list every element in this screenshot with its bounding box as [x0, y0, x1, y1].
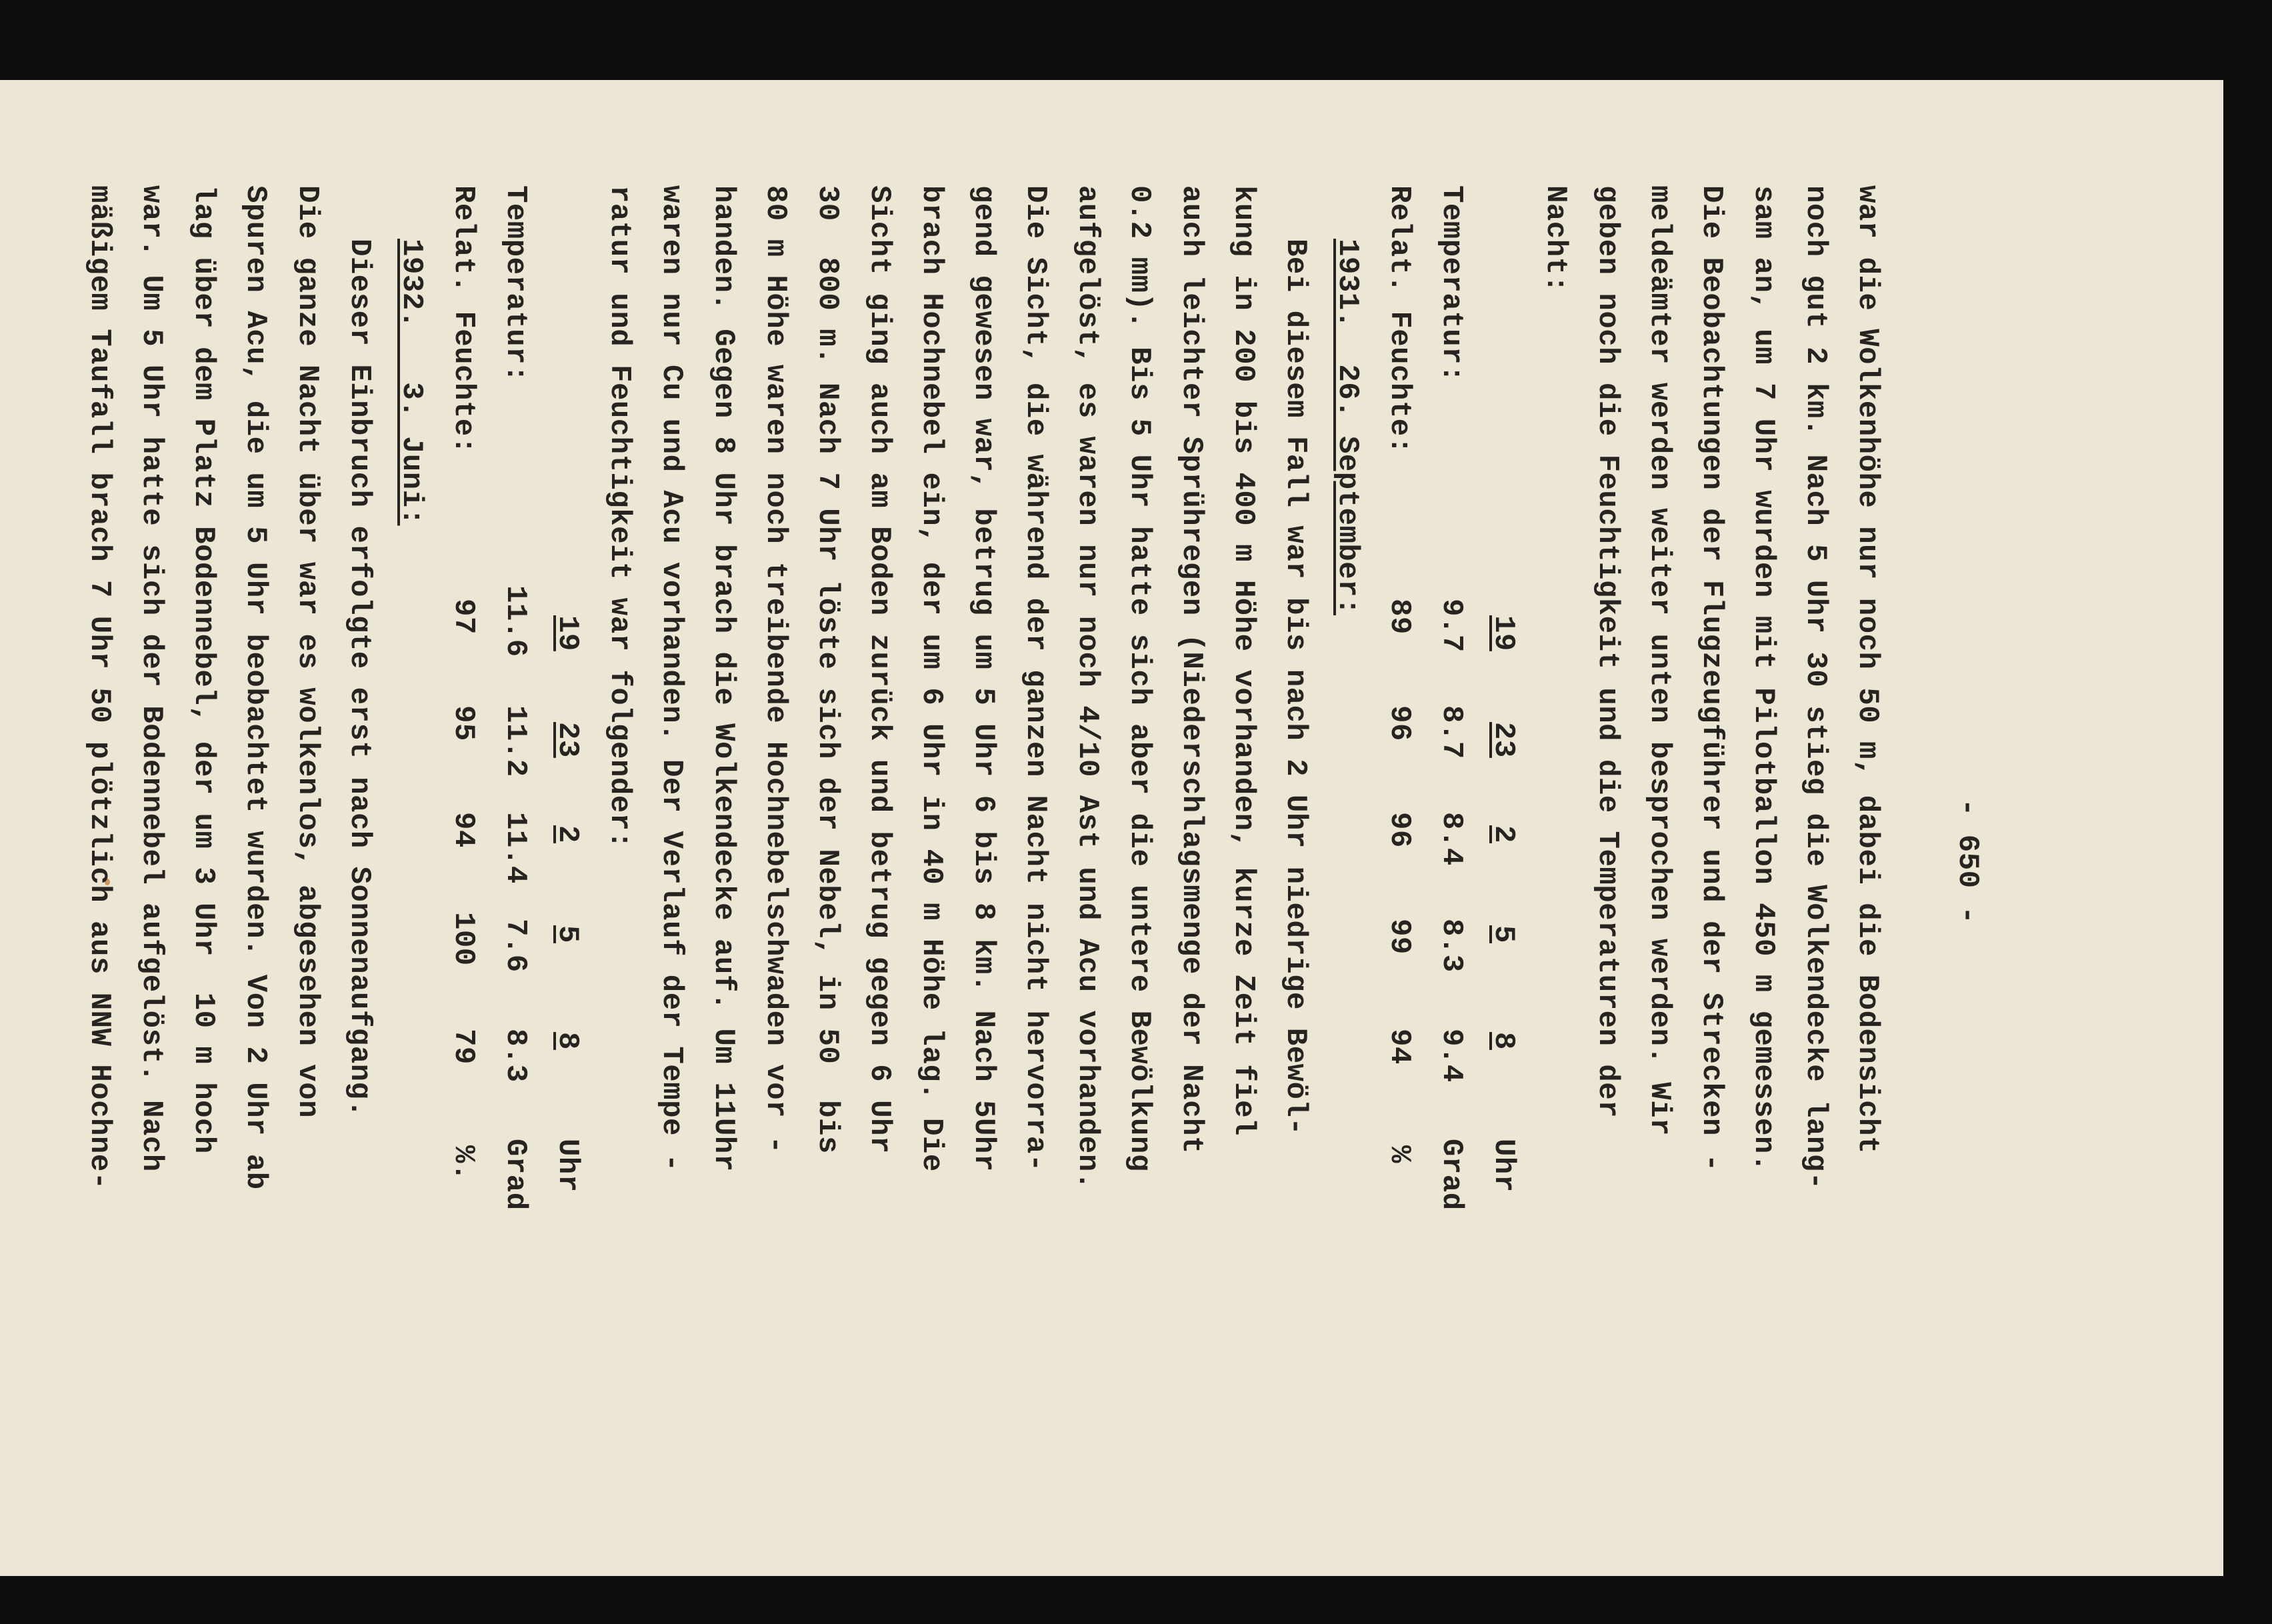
section-heading-1931: 1931. 26. September: — [1331, 239, 1364, 615]
para2-line-1: Bei diesem Fall war bis nach 2 Uhr niedrige Bewöl- — [1279, 239, 1312, 1136]
table1-hour-5: 5 — [1487, 925, 1520, 943]
para2-line-13: waren nur Cu und Acu vorhanden. Der Verlauf der Tempe - — [655, 185, 688, 1172]
para3-line-6: mäßigem Taufall brach 7 Uhr 50 plötzlich aus NNW Hochne- — [83, 185, 116, 1190]
table2-hour-8: 8 — [551, 1032, 584, 1050]
para1-line-4: Die Beobachtungen der Flugzeugführer und der Strecken - — [1695, 185, 1728, 1172]
table1-hour-23: 23 — [1487, 722, 1520, 758]
table1-humidity-5: 99 — [1383, 919, 1416, 955]
table2-humidity-19: 97 — [447, 599, 480, 635]
table1-humidity-19: 89 — [1383, 599, 1416, 635]
para3-line-3: Spuren Acu, die um 5 Uhr beobachtet wurden. Von 2 Uhr ab — [239, 185, 272, 1190]
para2-line-10: 30 800 m. Nach 7 Uhr löste sich der Nebel, in 50 bis — [811, 185, 844, 1154]
table1-hour-8: 8 — [1487, 1032, 1520, 1050]
para3-line-1: Dieser Einbruch erfolgte erst nach Sonnenaufgang. — [343, 239, 376, 1118]
table1-unit-humidity: % — [1383, 1145, 1416, 1163]
table2-hour-2: 2 — [551, 825, 584, 843]
para2-line-9: Sicht ging auch am Boden zurück und betrug gegen 6 Uhr — [863, 185, 896, 1154]
table2-temp-2: 11.4 — [499, 812, 532, 884]
table1-humidity-label: Relat. Feuchte: — [1383, 185, 1416, 455]
para3-line-2: Die ganze Nacht über war es wolkenlos, abgesehen von — [291, 185, 324, 1119]
table2-hour-19: 19 — [551, 615, 584, 651]
table2-hour-23: 23 — [551, 722, 584, 758]
table1-temp-label: Temperatur: — [1435, 185, 1468, 383]
para1-line-5: meldeämter werden weiter unten besprochen werden. Wir — [1643, 185, 1676, 1136]
table2-temp-label: Temperatur: — [499, 185, 532, 383]
table1-temp-2: 8.4 — [1435, 812, 1468, 866]
table2-humidity-label: Relat. Feuchte: — [447, 185, 480, 455]
para2-line-7: gend gewesen war, betrug um 5 Uhr 6 bis 8 km. Nach 5Uhr — [967, 185, 1000, 1172]
table2-temp-8: 8.3 — [499, 1029, 532, 1083]
para2-line-6: Die Sicht, die während der ganzen Nacht nicht hervorra- — [1019, 185, 1052, 1172]
table2-humidity-23: 95 — [447, 705, 480, 741]
para2-line-2: kung in 200 bis 400 m Höhe vorhanden, kurze Zeit fiel — [1227, 185, 1260, 1136]
para1-line-7: Nacht: — [1539, 185, 1572, 293]
para2-line-12: handen. Gegen 8 Uhr brach die Wolkendecke auf. Um 11Uhr — [707, 185, 740, 1172]
table1-temp-19: 9.7 — [1435, 599, 1468, 653]
para2-line-11: 80 m Höhe waren noch treibende Hochnebelschwaden vor - — [759, 185, 792, 1154]
para2-line-5: aufgelöst, es waren nur noch 4/10 Ast und Acu vorhanden. — [1071, 185, 1104, 1190]
section-heading-1932: 1932. 3. Juni: — [395, 239, 428, 526]
table2-temp-5: 7.6 — [499, 919, 532, 973]
scan-margin-strip — [2223, 80, 2272, 1576]
para1-line-2: noch gut 2 km. Nach 5 Uhr 30 stieg die Wolkendecke lang- — [1799, 185, 1832, 1190]
table1-unit-hours: Uhr — [1487, 1139, 1520, 1193]
table2-humidity-5: 100 — [447, 912, 480, 966]
table1-temp-5: 8.3 — [1435, 919, 1468, 973]
para3-line-4: lag über dem Platz Bodennebel, der um 3 Uhr 10 m hoch — [187, 185, 220, 1154]
table1-temp-23: 8.7 — [1435, 705, 1468, 759]
para2-line-3: auch leichter Sprühregen (Niederschlagsmenge der Nacht — [1175, 185, 1208, 1154]
table2-unit-hours: Uhr — [551, 1139, 584, 1193]
para1-line-3: sam an, um 7 Uhr wurden mit Pilotballon 450 m gemessen. — [1747, 185, 1780, 1172]
para1-line-6: geben noch die Feuchtigkeit und die Temperaturen der — [1591, 185, 1624, 1119]
table2-temp-23: 11.2 — [499, 705, 532, 777]
para2-line-14: ratur und Feuchtigkeit war folgender: — [603, 185, 636, 849]
para1-line-1: war die Wolkenhöhe nur noch 50 m, dabei die Bodensicht — [1851, 185, 1884, 1154]
table1-hour-2: 2 — [1487, 825, 1520, 843]
table2-hour-5: 5 — [551, 925, 584, 943]
typewritten-page — [83, 185, 1993, 1485]
page-number: - 650 - — [1951, 799, 1984, 925]
para2-line-8: brach Hochnebel ein, der um 6 Uhr in 40 m Höhe lag. Die — [915, 185, 948, 1172]
table2-humidity-2: 94 — [447, 812, 480, 848]
table2-temp-19: 11.6 — [499, 585, 532, 657]
table1-humidity-2: 96 — [1383, 812, 1416, 848]
para2-line-4: 0.2 mm). Bis 5 Uhr hatte sich aber die untere Bewölkung — [1123, 185, 1156, 1172]
table2-humidity-8: 79 — [447, 1029, 480, 1065]
table1-unit-temp: Grad — [1435, 1139, 1468, 1211]
table1-humidity-23: 96 — [1383, 705, 1416, 741]
table1-humidity-8: 94 — [1383, 1029, 1416, 1065]
table1-temp-8: 9.4 — [1435, 1029, 1468, 1083]
para3-line-5: war. Um 5 Uhr hatte sich der Bodennebel aufgelöst. Nach — [135, 185, 168, 1172]
table1-hour-19: 19 — [1487, 615, 1520, 651]
table2-unit-humidity: %. — [447, 1145, 480, 1181]
table2-unit-temp: Grad — [499, 1139, 532, 1211]
